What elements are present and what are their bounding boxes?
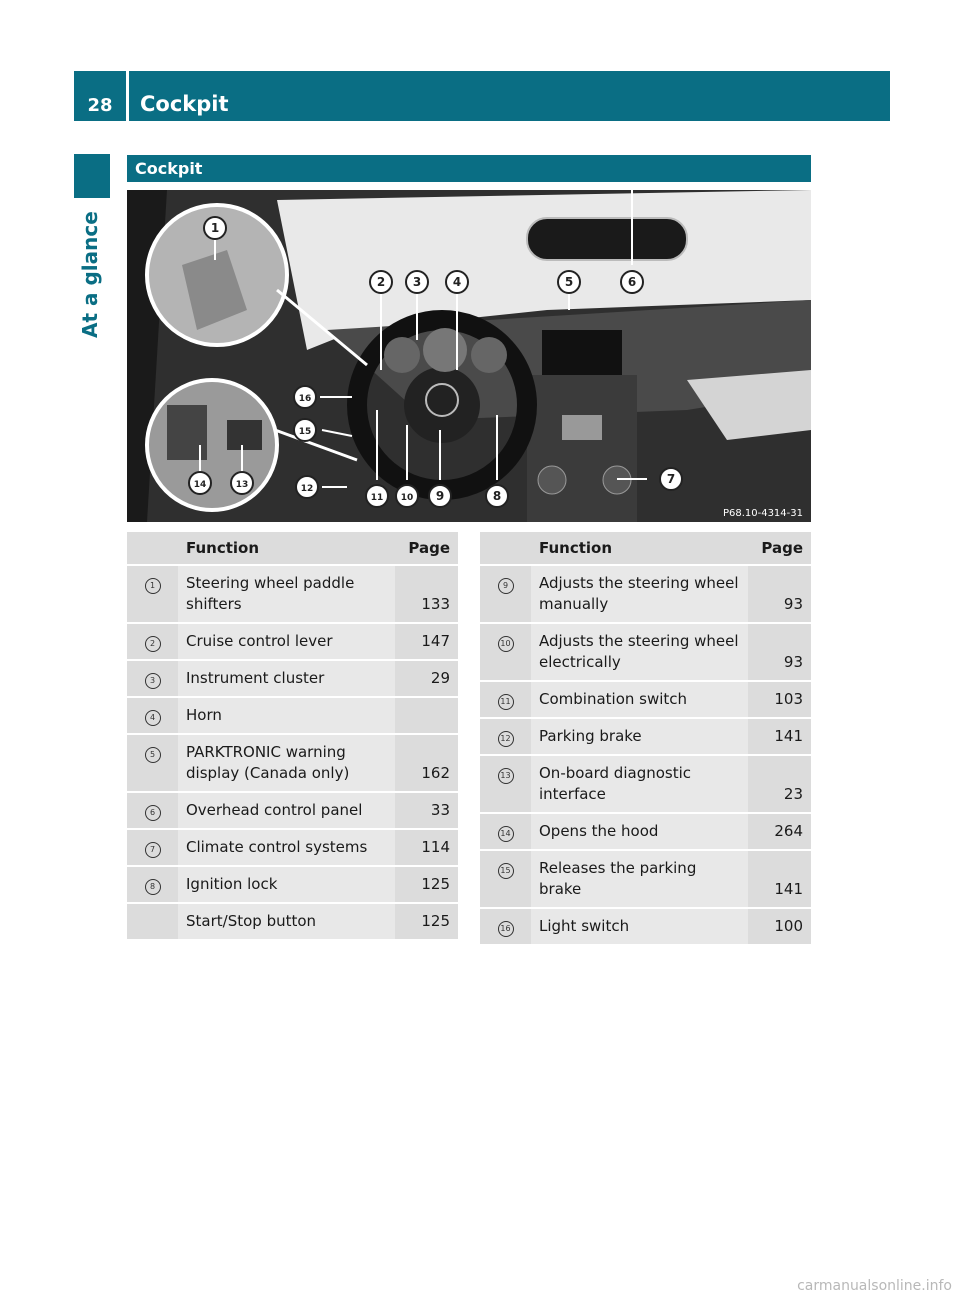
callout-marker bbox=[486, 485, 508, 507]
header-page: Page bbox=[748, 532, 811, 565]
page-cell: 93 bbox=[748, 623, 811, 681]
callout-marker bbox=[294, 386, 316, 408]
callout-marker bbox=[406, 271, 428, 293]
function-cell: PARKTRONIC warning display (Canada only) bbox=[178, 734, 395, 792]
function-cell: Cruise control lever bbox=[178, 623, 395, 660]
callout-marker bbox=[231, 472, 253, 494]
table-row bbox=[127, 623, 458, 660]
page-cell: 93 bbox=[748, 565, 811, 623]
callout-number: 11 bbox=[498, 694, 514, 710]
callout-marker bbox=[366, 485, 388, 507]
function-table-left bbox=[127, 532, 458, 941]
page-cell: 114 bbox=[395, 829, 458, 866]
side-tab bbox=[74, 154, 110, 198]
callout-marker bbox=[204, 217, 226, 239]
callout-label: 5 bbox=[564, 275, 574, 289]
header-number bbox=[127, 532, 178, 565]
row-number-cell bbox=[480, 755, 531, 813]
row-number-cell bbox=[480, 908, 531, 945]
table-row bbox=[127, 866, 458, 903]
row-number-cell bbox=[127, 697, 178, 734]
callout-marker bbox=[396, 485, 418, 507]
page-cell: 29 bbox=[395, 660, 458, 697]
callout-marker bbox=[558, 271, 580, 293]
table-row bbox=[127, 829, 458, 866]
footer-watermark: carmanualsonline.info bbox=[797, 1278, 952, 1294]
table-row bbox=[127, 565, 458, 623]
function-cell: Ignition lock bbox=[178, 866, 395, 903]
table-row bbox=[127, 734, 458, 792]
page-title: Cockpit bbox=[140, 92, 229, 116]
row-number-cell bbox=[127, 829, 178, 866]
page-cell: 23 bbox=[748, 755, 811, 813]
callout-number: 14 bbox=[498, 826, 514, 842]
function-cell: Start/Stop button bbox=[178, 903, 395, 940]
row-number-cell bbox=[480, 565, 531, 623]
callout-label: 8 bbox=[492, 489, 502, 503]
callout-marker bbox=[294, 419, 316, 441]
section-title: Cockpit bbox=[127, 155, 811, 182]
table-header-row bbox=[127, 532, 458, 565]
callout-label: 12 bbox=[300, 484, 314, 494]
callout-number: 4 bbox=[145, 710, 161, 726]
function-cell: Adjusts the steering wheel manually bbox=[531, 565, 748, 623]
callout-marker bbox=[429, 485, 451, 507]
page-cell: 100 bbox=[748, 908, 811, 945]
row-number-cell bbox=[480, 623, 531, 681]
callout-marker bbox=[446, 271, 468, 293]
function-cell: Light switch bbox=[531, 908, 748, 945]
row-number-cell bbox=[480, 850, 531, 908]
table-row bbox=[480, 623, 811, 681]
row-number-cell bbox=[480, 681, 531, 718]
callout-number: 10 bbox=[498, 636, 514, 652]
callout-number: 12 bbox=[498, 731, 514, 747]
callout-label: 10 bbox=[400, 493, 414, 503]
callout-marker bbox=[370, 271, 392, 293]
table-row bbox=[127, 792, 458, 829]
callout-number: 2 bbox=[145, 636, 161, 652]
image-code: P68.10-4314-31 bbox=[722, 508, 803, 519]
function-cell: Opens the hood bbox=[531, 813, 748, 850]
table-row bbox=[480, 755, 811, 813]
callout-number: 7 bbox=[145, 842, 161, 858]
page-cell: 103 bbox=[748, 681, 811, 718]
function-cell: Steering wheel paddle shifters bbox=[178, 565, 395, 623]
function-cell: On-board diagnostic interface bbox=[531, 755, 748, 813]
page-cell: 133 bbox=[395, 565, 458, 623]
table-row bbox=[480, 813, 811, 850]
callout-number: 1 bbox=[145, 578, 161, 594]
header-function: Function bbox=[178, 532, 395, 565]
callout-number: 6 bbox=[145, 805, 161, 821]
callout-label: 11 bbox=[370, 493, 384, 503]
table-header-row bbox=[480, 532, 811, 565]
table-row bbox=[127, 697, 458, 734]
function-cell: Releases the parking brake bbox=[531, 850, 748, 908]
table-row bbox=[480, 850, 811, 908]
callout-label: 13 bbox=[235, 480, 249, 490]
page-cell: 125 bbox=[395, 866, 458, 903]
page-cell: 264 bbox=[748, 813, 811, 850]
function-cell: Overhead control panel bbox=[178, 792, 395, 829]
callout-number: 16 bbox=[498, 921, 514, 937]
callout-label: 4 bbox=[452, 275, 462, 289]
callout-number: 8 bbox=[145, 879, 161, 895]
row-number-cell bbox=[480, 718, 531, 755]
function-table-right bbox=[480, 532, 811, 946]
table-row bbox=[480, 718, 811, 755]
function-cell: Instrument cluster bbox=[178, 660, 395, 697]
page-number: 28 bbox=[87, 95, 113, 116]
callout-marker bbox=[189, 472, 211, 494]
row-number-cell bbox=[127, 660, 178, 697]
callout-label: 15 bbox=[298, 427, 312, 437]
function-cell: Horn bbox=[178, 697, 395, 734]
header-function: Function bbox=[531, 532, 748, 565]
callout-label: 2 bbox=[376, 275, 386, 289]
page-cell: 33 bbox=[395, 792, 458, 829]
page-cell: 125 bbox=[395, 903, 458, 940]
callout-label: 16 bbox=[298, 394, 312, 404]
row-number-cell bbox=[127, 734, 178, 792]
callout-number: 15 bbox=[498, 863, 514, 879]
side-chapter-label: At a glance bbox=[78, 211, 102, 338]
callout-label: 9 bbox=[435, 489, 445, 503]
row-number-cell bbox=[127, 866, 178, 903]
callout-label: 14 bbox=[193, 480, 207, 490]
callout-number: 9 bbox=[498, 578, 514, 594]
header-number bbox=[480, 532, 531, 565]
row-number-cell bbox=[127, 565, 178, 623]
function-cell: Climate control systems bbox=[178, 829, 395, 866]
function-cell: Parking brake bbox=[531, 718, 748, 755]
page-cell: 147 bbox=[395, 623, 458, 660]
page-cell bbox=[395, 697, 458, 734]
callout-marker bbox=[296, 476, 318, 498]
cockpit-illustration bbox=[127, 190, 811, 522]
row-number-cell bbox=[480, 813, 531, 850]
table-row bbox=[480, 908, 811, 945]
callout-label: 7 bbox=[666, 472, 676, 486]
page-cell: 141 bbox=[748, 850, 811, 908]
callout-label: 3 bbox=[412, 275, 422, 289]
table-row bbox=[127, 660, 458, 697]
table-row bbox=[480, 565, 811, 623]
callout-marker bbox=[621, 271, 643, 293]
page-cell: 162 bbox=[395, 734, 458, 792]
cockpit-photo bbox=[127, 190, 811, 522]
function-cell: Combination switch bbox=[531, 681, 748, 718]
table-row bbox=[480, 681, 811, 718]
header-divider bbox=[126, 71, 129, 121]
row-number-cell bbox=[127, 903, 178, 940]
callout-label: 6 bbox=[627, 275, 637, 289]
callout-label: 1 bbox=[210, 221, 220, 235]
page-cell: 141 bbox=[748, 718, 811, 755]
header-page: Page bbox=[395, 532, 458, 565]
row-number-cell bbox=[127, 792, 178, 829]
callout-number: 3 bbox=[145, 673, 161, 689]
table-row bbox=[127, 903, 458, 940]
callout-number: 5 bbox=[145, 747, 161, 763]
callout-number: 13 bbox=[498, 768, 514, 784]
row-number-cell bbox=[127, 623, 178, 660]
callout-marker bbox=[660, 468, 682, 490]
function-cell: Adjusts the steering wheel electrically bbox=[531, 623, 748, 681]
